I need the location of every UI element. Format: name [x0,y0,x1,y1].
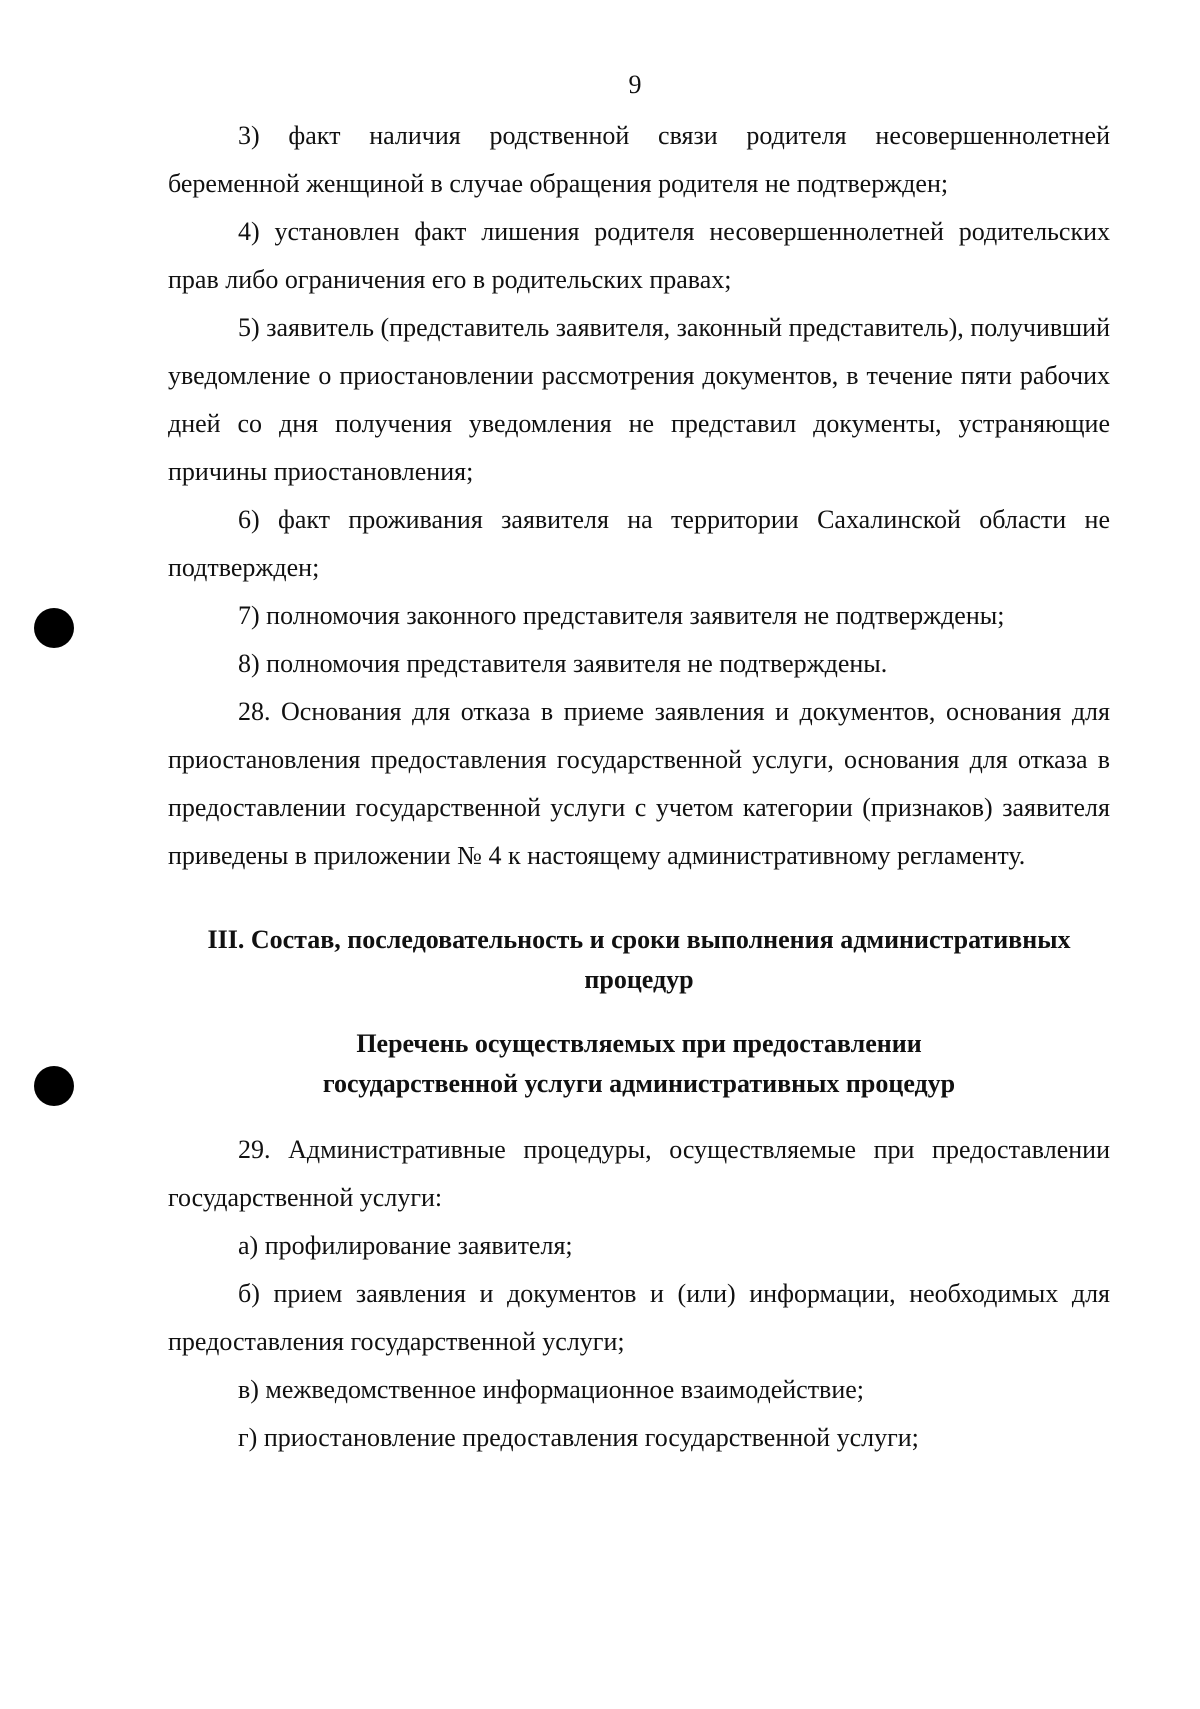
page-number: 9 [628,70,642,99]
list-item-a: а) профилирование заявителя; [238,1231,573,1260]
paragraph-item-4: 4) установлен факт лишения родителя несовершеннолетней родительских прав либо ограничения его в родительских правах; [168,217,1110,294]
paragraph-28: 28. Основания для отказа в приеме заявления и документов, основания для приостановления предоставления государственной услуги, основания для отказа в предоставлении государственной услуги с учетом категории (признаков) заявителя приведены в приложении № 4 к настоящему административному регламенту. [168,697,1110,870]
subsection-heading-line-1: Перечень осуществляемых при предоставлении [356,1029,922,1058]
paragraph-item-6: 6) факт проживания заявителя на территории Сахалинской области не подтвержден; [168,505,1110,582]
subsection-heading-line-2: государственной услуги административных процедур [322,1069,956,1098]
paragraph-item-7: 7) полномочия законного представителя заявителя не подтверждены; [238,601,1005,630]
punch-hole-top [34,608,74,648]
section-heading [168,920,1110,1000]
punch-hole-bottom [34,1066,74,1106]
list-item-v: в) межведомственное информационное взаимодействие; [238,1375,865,1404]
section-heading-line-2: процедур [584,965,694,994]
paragraph-item-5: 5) заявитель (представитель заявителя, законный представитель), получивший уведомление о приостановлении рассмотрения документов, в течение пяти рабочих дней со дня получения уведомления не представил документы, устраняющие причины приостановления; [168,313,1110,486]
paragraph-29: 29. Административные процедуры, осуществляемые при предоставлении государственной услуги: [168,1135,1110,1212]
paragraph-item-3: 3) факт наличия родственной связи родителя несовершеннолетней беременной женщиной в случае обращения родителя не подтвержден; [168,121,1110,198]
document-body [168,112,1110,1462]
section-heading-line-1: III. Состав, последовательность и сроки выполнения административных [207,925,1071,954]
list-item-b: б) прием заявления и документов и (или) информации, необходимых для предоставления государственной услуги; [168,1279,1110,1356]
subsection-heading [168,1024,1110,1104]
list-item-g: г) приостановление предоставления государственной услуги; [238,1423,919,1452]
paragraph-item-8: 8) полномочия представителя заявителя не подтверждены. [238,649,888,678]
